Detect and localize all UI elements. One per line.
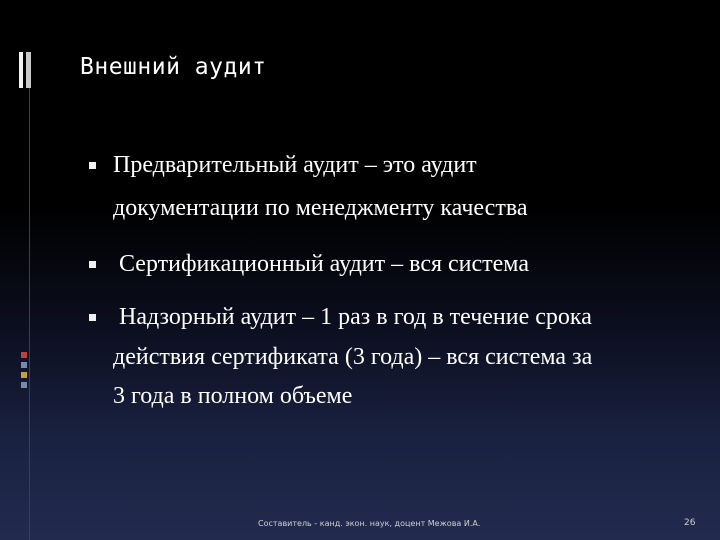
bullet-item-3-line-3: 3 года в полном объеме (113, 383, 353, 409)
bullet-marker-icon (89, 162, 96, 169)
page-number: 26 (684, 518, 696, 528)
bullet-item-2-line-1: Сертификационный аудит – вся система (113, 251, 529, 277)
bullet-item-1-line-2: документации по менеджменту качества (113, 195, 528, 221)
bullet-item-3-line-2: действия сертификата (3 года) – вся система за (113, 344, 593, 370)
slide-title: Внешний аудит (80, 54, 267, 80)
bullet-item-1-line-1: Предварительный аудит – это аудит (113, 152, 477, 178)
bullet-item-3-line-1: Надзорный аудит – 1 раз в год в течение срока (113, 304, 592, 330)
bullet-marker-icon (89, 261, 96, 268)
slide-footer: Составитель - канд. экон. наук, доцент Межова И.А. (258, 519, 481, 528)
bullet-marker-icon (89, 314, 96, 321)
